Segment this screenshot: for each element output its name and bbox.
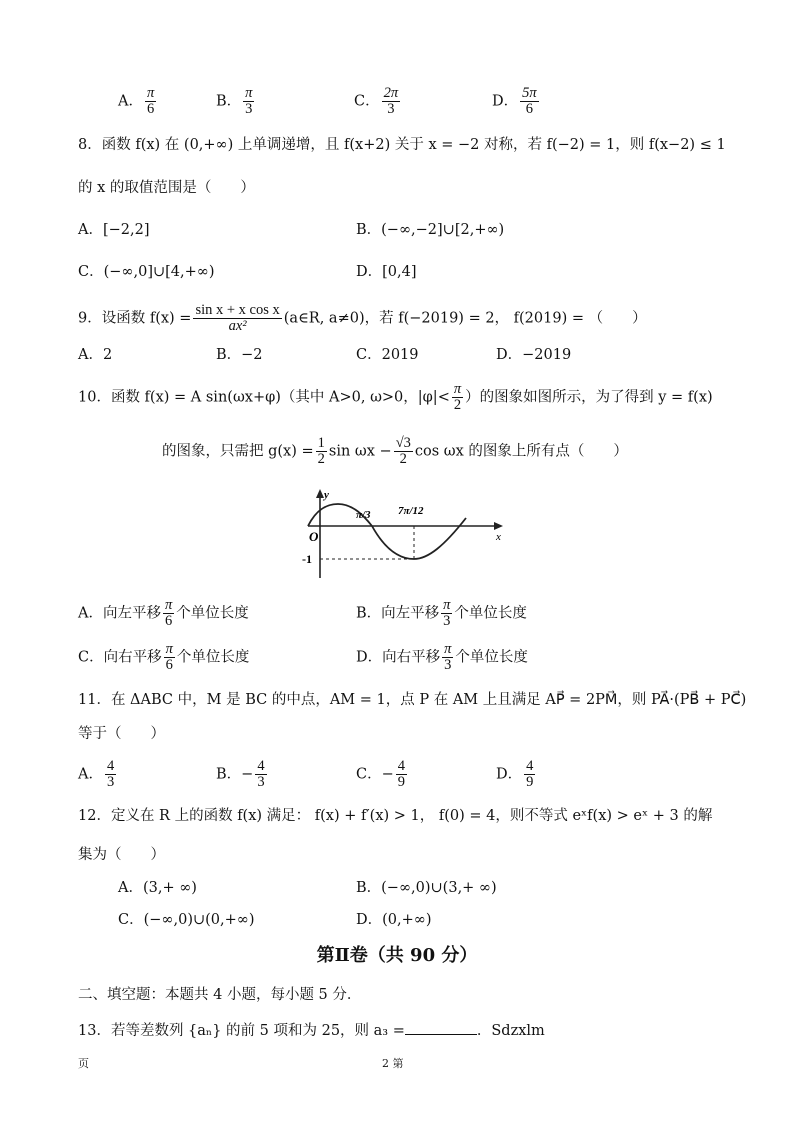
fraction: $\frac{1}{2}$ [317, 435, 325, 467]
fraction: $\frac{\pi}{6}$ [146, 85, 155, 117]
q8-option-c: C．(−∞,0]∪[4,+∞) [78, 264, 215, 280]
q12-option-d: D．(0,+∞) [356, 912, 432, 928]
section-title: 第Ⅱ卷（共 90 分） [316, 945, 478, 966]
tick-pi-3: π/3 [356, 509, 371, 521]
fraction: $\frac{√3}{2}$ [395, 435, 411, 467]
tick-7pi-12: 7π/12 [398, 505, 424, 517]
x-axis-label: x [496, 531, 501, 543]
q8-option-a: A．[−2,2] [78, 222, 150, 238]
y-axis-label: y [324, 489, 329, 501]
q10-option-a: A．向左平移 $\frac{\pi}{6}$ 个单位长度 [78, 597, 249, 629]
q9-option-d: D．−2019 [496, 347, 572, 363]
q9-option-a: A．2 [78, 347, 113, 363]
answer-blank [405, 1020, 477, 1035]
q11-option-a: A． $\frac{4}{3}$ [78, 758, 115, 790]
q7-option-d: D． $\frac{5\pi}{6}$ [492, 85, 537, 117]
q8-option-b: B．(−∞,−2]∪[2,+∞) [356, 222, 505, 238]
fraction: $\frac{4}{3}$ [106, 758, 115, 790]
x-axis-arrow [494, 522, 503, 530]
q11-option-c: C．− $\frac{4}{9}$ [356, 758, 406, 790]
min-value-label: -1 [302, 552, 312, 566]
fraction: $\frac{\pi}{6}$ [164, 597, 173, 629]
q7-option-c: C． $\frac{2\pi}{3}$ [354, 85, 399, 117]
q12-option-b: B．(−∞,0)∪(3,+ ∞) [356, 880, 497, 896]
q12-stem-line2: 集为（ ） [78, 847, 165, 863]
q8-stem-line1: 8．函数 f(x) 在 (0,+∞) 上单调递增，且 f(x+2) 关于 x = −2 对称，若 f(−2) = 1，则 f(x−2) ≤ 1 [78, 137, 726, 153]
y-axis-arrow [316, 489, 324, 498]
sine-curve [308, 504, 466, 559]
fraction: $\frac{\pi}{3}$ [443, 597, 451, 629]
q11-option-b: B．− $\frac{4}{3}$ [216, 758, 265, 790]
q10-stem-line1: 10．函数 f(x) = A sin(ωx+φ)（其中 A>0, ω>0，|φ|< $\frac{\pi}{2}$ ）的图象如图所示，为了得到 y = f(x) [78, 381, 713, 413]
q12-option-c: C．(−∞,0)∪(0,+∞) [118, 912, 255, 928]
fraction: $\frac{\pi}{3}$ [444, 641, 452, 673]
q9-stem: 9．设函数 f(x) = $\frac{\text{sin x + x cos x}}{\text{ax²}}$ (a∈R, a≠0)，若 f(−2019) = 2， f(2019) = （ ） [78, 302, 647, 334]
fraction: $\frac{\pi}{3}$ [245, 85, 253, 117]
fraction: $\frac{2\pi}{3}$ [383, 85, 399, 117]
q10-option-c: C．向右平移 $\frac{\pi}{6}$ 个单位长度 [78, 641, 250, 673]
q10-function-graph [298, 488, 508, 580]
q11-stem-line1: 11．在 ΔABC 中，M 是 BC 的中点，AM = 1，点 P 在 AM 上且满足 AP⃗ = 2PM⃗，则 PA⃗·(PB⃗ + PC⃗) [78, 692, 747, 708]
q13-stem: 13．若等差数列 {aₙ} 的前 5 项和为 25，则 a₃ = ．Sdzxlm [78, 1020, 545, 1041]
q8-stem-line2: 的 x 的取值范围是（ ） [78, 180, 255, 196]
fraction: $\frac{\pi}{6}$ [165, 641, 173, 673]
q12-option-a: A．(3,+ ∞) [118, 880, 197, 896]
fraction: $\frac{4}{3}$ [257, 758, 265, 790]
fill-in-instructions: 二、填空题：本题共 4 小题，每小题 5 分． [78, 987, 362, 1003]
fraction: $\frac{4}{9}$ [397, 758, 406, 790]
q12-stem-line1: 12．定义在 R 上的函数 f(x) 满足： f(x) + f′(x) > 1， f(0) = 4，则不等式 eˣf(x) > eˣ + 3 的解 [78, 808, 713, 824]
q10-option-d: D．向右平移 $\frac{\pi}{3}$ 个单位长度 [356, 641, 528, 673]
q9-option-b: B．−2 [216, 347, 263, 363]
q11-option-d: D． $\frac{4}{9}$ [496, 758, 534, 790]
q10-stem-line2: 的图象，只需把 g(x) = $\frac{1}{2}$ sin ωx − $\frac{√3}{2}$ cos ωx 的图象上所有点（ ） [162, 435, 628, 467]
q7-option-a: A． $\frac{\pi}{6}$ [118, 85, 155, 117]
footer-left: 页 [78, 1057, 89, 1070]
fraction: $\frac{4}{9}$ [526, 758, 534, 790]
q9-option-c: C．2019 [356, 347, 419, 363]
q8-option-d: D．[0,4] [356, 264, 417, 280]
fraction: $\frac{5\pi}{6}$ [522, 85, 537, 117]
q10-option-b: B．向左平移 $\frac{\pi}{3}$ 个单位长度 [356, 597, 527, 629]
q11-stem-line2: 等于（ ） [78, 726, 165, 742]
origin-label: O [309, 529, 319, 544]
footer-page-number: 2 第 [382, 1057, 404, 1070]
fraction: $\frac{\pi}{2}$ [453, 381, 462, 413]
q7-option-b: B． $\frac{\pi}{3}$ [216, 85, 253, 117]
fraction: $\frac{\text{sin x + x cos x}}{\text{ax²}}$ [195, 302, 280, 334]
